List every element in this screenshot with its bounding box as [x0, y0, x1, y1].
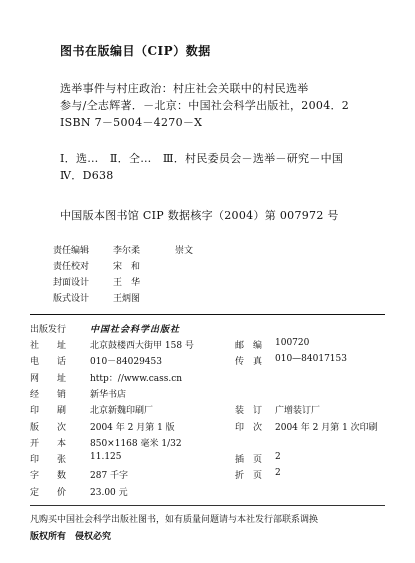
divider-bottom: [30, 505, 385, 506]
quality-notice: 凡购买中国社会科学出版社图书，如有质量问题请与本社发行部联系调换: [30, 515, 319, 525]
imprint-value-secondary: 2: [275, 452, 281, 463]
cip-classification-2: Ⅳ．D638: [60, 169, 114, 182]
imprint-label-secondary: 插 页: [235, 455, 263, 466]
credit-value: 李尔柔: [113, 246, 141, 256]
imprint-label: 网 址: [30, 373, 67, 384]
cip-isbn: ISBN 7－5004－4270－X: [60, 116, 203, 129]
credit-label: 封面设计: [53, 278, 90, 288]
imprint-value: 11.125: [90, 452, 122, 463]
cip-title-line-2: 参与/仝志辉著．－北京：中国社会科学出版社，2004．2: [60, 99, 350, 112]
credit-label: 责任编辑: [53, 246, 90, 256]
imprint-label: 定 价: [30, 487, 67, 498]
imprint-value-secondary: 2: [275, 468, 281, 479]
cip-title-line-1: 选举事件与村庄政治：村庄社会关联中的村民选举: [60, 82, 309, 95]
credit-label: 责任校对: [53, 262, 90, 272]
imprint-value: 850×1168 毫米 1/32: [90, 438, 182, 449]
imprint-value-secondary: 100720: [275, 338, 310, 348]
imprint-label: 经 销: [30, 389, 67, 400]
publisher-name: 中国社会科学出版社: [90, 325, 181, 335]
imprint-label: 印 刷: [30, 406, 67, 417]
divider-top: [30, 314, 385, 315]
imprint-label: 印 张: [30, 455, 67, 466]
imprint-value: 北京鼓楼西大街甲 158 号: [90, 341, 194, 351]
imprint-value: 北京新魏印刷厂: [90, 406, 154, 417]
imprint-value: 2004 年 2 月第 1 版: [90, 422, 175, 433]
imprint-value: 新华书店: [90, 389, 127, 400]
imprint-value: 287 千字: [90, 471, 129, 482]
imprint-label-secondary: 邮 编: [235, 341, 263, 351]
imprint-label-secondary: 传 真: [235, 357, 263, 368]
imprint-label: 字 数: [30, 471, 67, 482]
imprint-label-secondary: 折 页: [235, 471, 263, 482]
imprint-value: 010－84029453: [90, 357, 162, 368]
imprint-label-secondary: 装 订: [235, 406, 263, 417]
imprint-label: 版 次: [30, 422, 67, 433]
imprint-value-secondary: 2004 年 2 月第 1 次印刷: [275, 422, 378, 433]
cip-heading: 图书在版编目（CIP）数据: [60, 44, 211, 58]
cip-record-number: 中国版本图书馆 CIP 数据核字（2004）第 007972 号: [60, 209, 339, 222]
credit-value: 王 华: [113, 278, 141, 288]
imprint-value: http：//www.cass.cn: [90, 373, 183, 384]
imprint-value-secondary: 广增装订厂: [275, 406, 321, 417]
credit-label: 版式设计: [53, 294, 90, 304]
credit-value: 王炳图: [113, 294, 141, 304]
imprint-label: 电 话: [30, 357, 67, 368]
cip-classification-1: Ⅰ．选… Ⅱ．仝… Ⅲ．村民委员会－选举－研究－中国: [60, 152, 344, 165]
imprint-label-secondary: 印 次: [235, 422, 263, 433]
credit-value-secondary: 崇文: [175, 246, 194, 256]
imprint-label: 开 本: [30, 438, 67, 449]
imprint-value-secondary: 010—84017153: [275, 354, 347, 365]
imprint-value: 23.00 元: [90, 487, 128, 498]
imprint-label: 社 址: [30, 341, 67, 351]
publisher-label: 出版发行: [30, 325, 67, 335]
credit-value: 宋 和: [113, 262, 141, 272]
copyright-notice: 版权所有 侵权必究: [30, 532, 112, 542]
